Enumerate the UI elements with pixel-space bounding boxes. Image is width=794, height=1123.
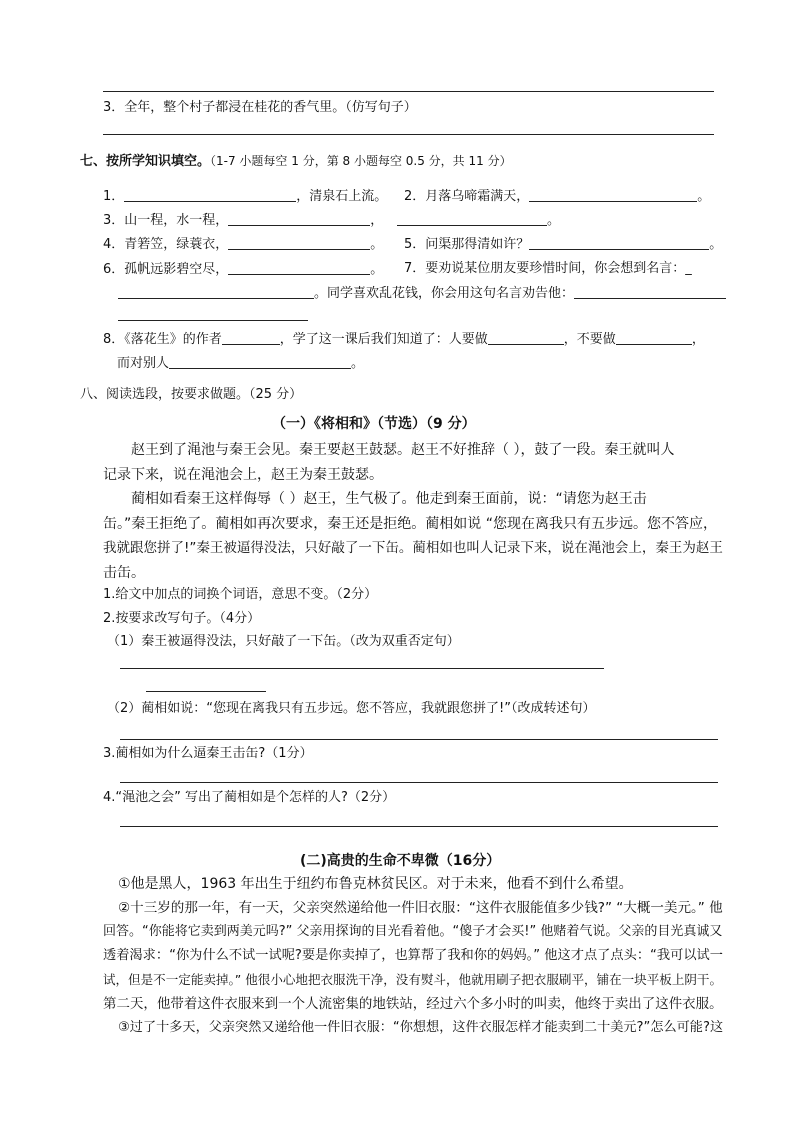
passage-2-line-3: 回答。“你能将它卖到两美元吗?” 父亲用探询的目光看着他。“傻子才会买!” 他赌着气说。父亲的目光真诚又: [103, 924, 723, 939]
passage-1-q1: 1.给文中加点的词换个词语，意思不变。（2分）: [103, 587, 378, 602]
passage-1-p2-l1: 蔺相如看秦王这样侮辱（ ）赵王，生气极了。他走到秦王面前，说：“请您为赵王击: [131, 491, 647, 507]
section-7-note: （1-7 小题每空 1 分，第 8 小题每空 0.5 分，共 11 分）: [210, 154, 512, 168]
q7-item-2-end: 。: [697, 189, 711, 204]
q7-item-5-text: 5．问渠那得清如许？: [404, 237, 530, 252]
q7-item-1-num: 1．: [103, 189, 125, 204]
passage-1-q3: 3.蔺相如为什么逼秦王击缶?（1分）: [103, 746, 313, 761]
fill-blank[interactable]: [228, 260, 370, 275]
passage-1-title: （一）《将相和》（节选）（9 分）: [272, 416, 476, 432]
q7-item-3-text: 3．山一程，水一程，: [103, 213, 229, 228]
passage-1-p1-l2: 记录下来，说在渑池会上，赵王为秦王鼓瑟。: [103, 467, 383, 483]
fill-blank[interactable]: [228, 235, 370, 250]
passage-1-p2-l4: 击缶。: [103, 565, 145, 581]
passage-2-line-5: 试，但是不一定能卖掉。” 他很小心地把衣服洗干净，没有熨斗，他就用刷子把衣服刷平，铺在一块平板上阴干。: [103, 972, 723, 987]
passage-1-q2-2: （2）蔺相如说：“您现在离我只有五步远。您不答应，我就跟您拼了!”（改成转述句）: [107, 701, 596, 716]
q7-item-8-comma: ，: [691, 332, 705, 347]
passage-2-line-6: 第二天，他带着这件衣服来到一个人流密集的地铁站，经过六个多小时的叫卖，他终于卖出了这件衣服。: [103, 996, 723, 1012]
passage-1-q2-1: （1）秦王被逼得没法，只好敲了一下缶。（改为双重否定句）: [107, 634, 460, 649]
fill-blank[interactable]: [529, 187, 697, 202]
answer-line[interactable]: [120, 782, 718, 783]
fill-blank[interactable]: [574, 284, 726, 299]
answer-line[interactable]: [120, 739, 718, 740]
q7-item-3-end: 。: [547, 213, 561, 228]
q7-item-7-text: 7．要劝说某位朋友要珍惜时间，你会想到名言：_: [404, 261, 692, 276]
fill-blank[interactable]: [397, 211, 547, 226]
q7-item-4-end: 。: [370, 237, 384, 252]
passage-2-line-7: ③过了十多天，父亲突然又递给他一件旧衣服：“你想想，这件衣服怎样才能卖到二十美元?”怎么可能?这: [118, 1020, 724, 1035]
passage-2-line-4: 透着渴求：“你为什么不试一试呢?要是你卖掉了，也算帮了我和你的妈妈。” 他这才点了点头：“我可以试一: [103, 948, 723, 963]
passage-2-title: (二)高贵的生命不卑微（16分）: [300, 853, 501, 869]
q7-item-8-text: 8．《落花生》的作者: [103, 332, 222, 347]
answer-line[interactable]: [120, 826, 718, 827]
q7-row-4: [103, 260, 383, 279]
answer-line[interactable]: [146, 691, 266, 692]
q7-item-2-text: 2．月落乌啼霜满天，: [404, 189, 530, 204]
q7-row-4b: [404, 260, 692, 278]
q7-row-2: [103, 211, 383, 230]
q7-row-1b: [404, 187, 710, 206]
fill-blank[interactable]: [118, 284, 314, 299]
passage-2-line-1: ①他是黑人，1963 年出生于纽约布鲁克林贫民区。对于未来，他看不到什么希望。: [118, 876, 633, 892]
passage-1-q4: 4.“渑池之会” 写出了蔺相如是个怎样的人?（2分）: [103, 790, 396, 805]
answer-line[interactable]: [118, 320, 308, 321]
section-7-title: 七、按所学知识填空。: [80, 154, 211, 169]
fill-blank[interactable]: [124, 187, 296, 202]
q7-row-3b: [404, 235, 722, 254]
q7-item-4-text: 4．青箬笠，绿蓑衣，: [103, 237, 229, 252]
passage-1-p2-l2: 缶。”秦王拒绝了。蔺相如再次要求，秦王还是拒绝。蔺相如说 “您现在离我只有五步远。您不答应，: [103, 516, 717, 532]
section-7-heading: [80, 152, 512, 171]
fill-blank[interactable]: [616, 330, 692, 345]
q7-item-7-cont: 。同学喜欢乱花钱，你会用这句名言劝告他：: [314, 286, 575, 301]
q7-item-8-cont: 而对别人: [117, 356, 170, 371]
q7-row-3: [103, 235, 383, 254]
q7-row-7: [103, 330, 705, 349]
fill-blank[interactable]: [488, 330, 564, 345]
q7-row-8: [117, 354, 364, 373]
fill-blank[interactable]: [222, 330, 280, 345]
q7-item-1-text: ，清泉石上流。: [296, 189, 388, 204]
q7-row-1: [103, 187, 387, 206]
answer-line[interactable]: [103, 134, 714, 135]
answer-line[interactable]: [120, 668, 604, 669]
passage-1-q2: 2.按要求改写句子。（4分）: [103, 611, 261, 626]
question-6-3: 3．全年，整个村子都浸在桂花的香气里。（仿写句子）: [103, 100, 417, 115]
q7-item-5-end: 。: [709, 237, 723, 252]
passage-1-p2-l3: 我就跟您拼了!”秦王被逼得没法，只好敲了一下缶。蔺相如也叫人记录下来，说在渑池会上，秦王为赵王: [103, 540, 723, 556]
section-8-heading: 八、阅读选段，按要求做题。（25 分）: [80, 387, 303, 402]
passage-2-line-2: ②十三岁的那一年，有一天，父亲突然递给他一件旧衣服：“这件衣服能值多少钱?” “大概一美元。” 他: [118, 900, 723, 916]
q7-item-6-text: 6．孤帆远影碧空尽，: [103, 262, 229, 277]
passage-1-p1-l1: 赵王到了渑池与秦王会见。秦王要赵王鼓瑟。赵王不好推辞（ ），鼓了一段。秦王就叫人: [131, 442, 675, 458]
q7-item-6-end: 。: [370, 262, 384, 277]
answer-line[interactable]: [103, 91, 714, 92]
q7-item-8-mid2: ，不要做: [563, 332, 616, 347]
q7-item-3-comma: ，: [370, 213, 384, 228]
q7-item-8-mid: ，学了这一课后我们知道了：人要做: [279, 332, 488, 347]
fill-blank[interactable]: [169, 354, 351, 369]
q7-row-2b: [397, 211, 560, 230]
fill-blank[interactable]: [228, 211, 370, 226]
q7-row-5: [118, 284, 726, 303]
fill-blank[interactable]: [529, 235, 709, 250]
q7-item-8-end: 。: [351, 356, 365, 371]
